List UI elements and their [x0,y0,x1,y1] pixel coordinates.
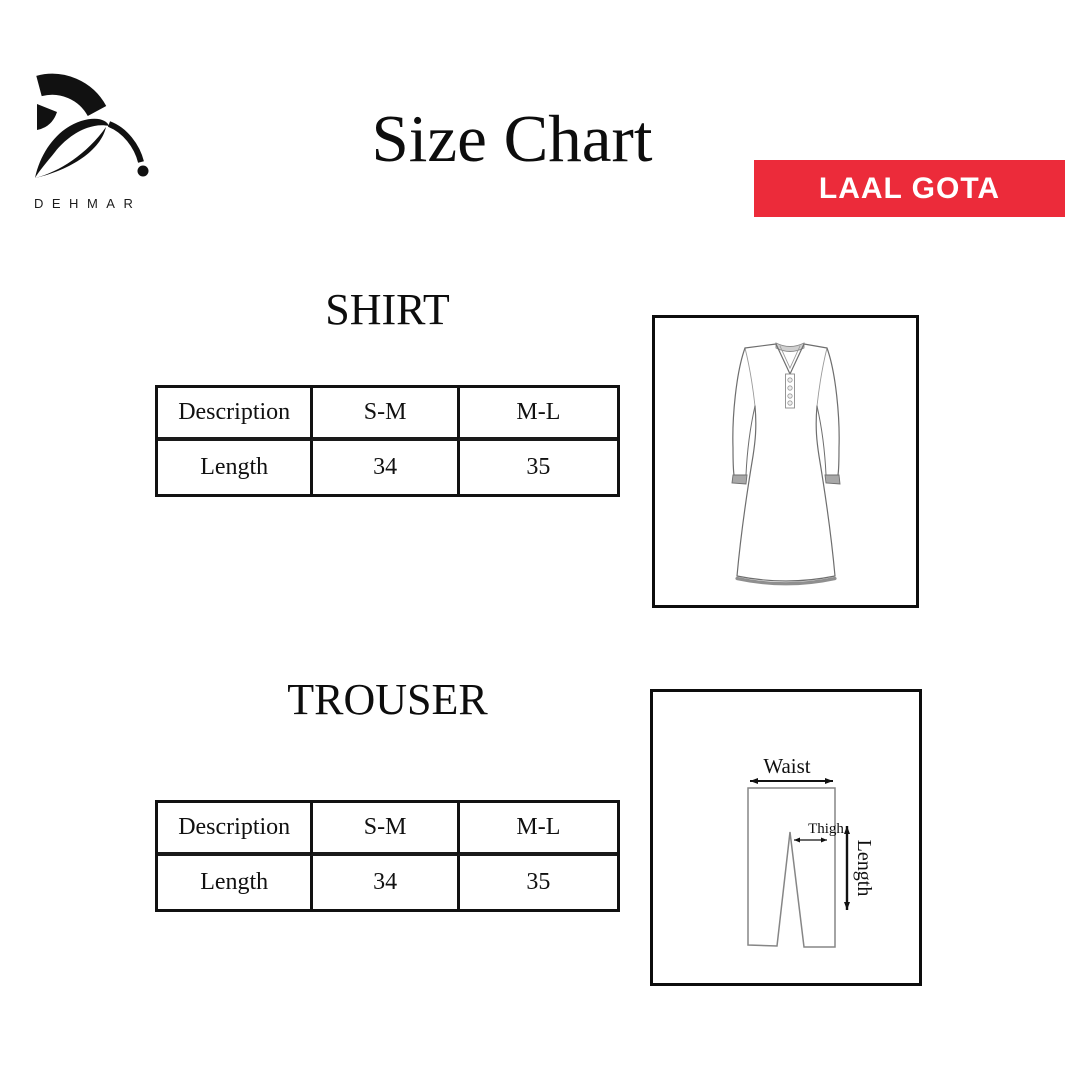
logo-leaf-upper [35,119,109,178]
trouser-measurement-diagram [653,692,919,983]
trouser-table-header-ml: M-L [457,803,617,856]
kurta-right-sleeve-outer [827,348,839,475]
shirt-table-header-description: Description [158,388,310,441]
kurta-left-sleeve-inner [746,406,755,475]
kurta-left-cuff [732,475,747,484]
shirt-table-header-ml: M-L [457,388,617,441]
logo-wedge [37,104,57,130]
trouser-table-header-sm: S-M [310,803,456,856]
kurta-drawing [655,318,916,605]
logo-dot [138,166,149,177]
waist-label: Waist [763,754,811,778]
brand-logo-icon [34,58,152,180]
kurta-right-sleeve-inner [817,406,826,475]
kurta-body-left [737,406,756,576]
kurta-right-shoulder [804,344,827,348]
trouser-size-table [155,800,620,912]
product-name-badge: LAAL GOTA [754,160,1065,217]
kurta-right-cuff [825,475,840,484]
shirt-size-table [155,385,620,497]
logo-top-arc [39,84,97,111]
brand-logo [34,58,164,211]
logo-thin-arc [109,124,141,162]
trouser-outline [748,788,835,947]
shirt-table-value-ml: 35 [457,441,617,494]
trouser-table-header-description: Description [158,803,310,856]
shirt-table-header-sm: S-M [310,388,456,441]
trouser-table-value-ml: 35 [457,856,617,909]
shirt-section-heading: SHIRT [325,285,450,334]
kurta-left-sleeve-outer [733,348,745,475]
shirt-table-value-sm: 34 [310,441,456,494]
kurta-body-right [816,406,835,576]
trouser-diagram-box [650,689,922,986]
length-label: Length [853,839,875,897]
shirt-illustration-box [652,315,919,608]
trouser-table-value-sm: 34 [310,856,456,909]
trouser-section-heading: TROUSER [287,675,488,724]
page-title: Size Chart [371,102,653,176]
thigh-label: Thigh [808,821,844,837]
shirt-table-row-label: Length [200,454,269,480]
brand-name: DEHMAR [34,196,142,211]
kurta-left-shoulder [745,344,776,348]
trouser-table-row-label: Length [200,869,269,895]
